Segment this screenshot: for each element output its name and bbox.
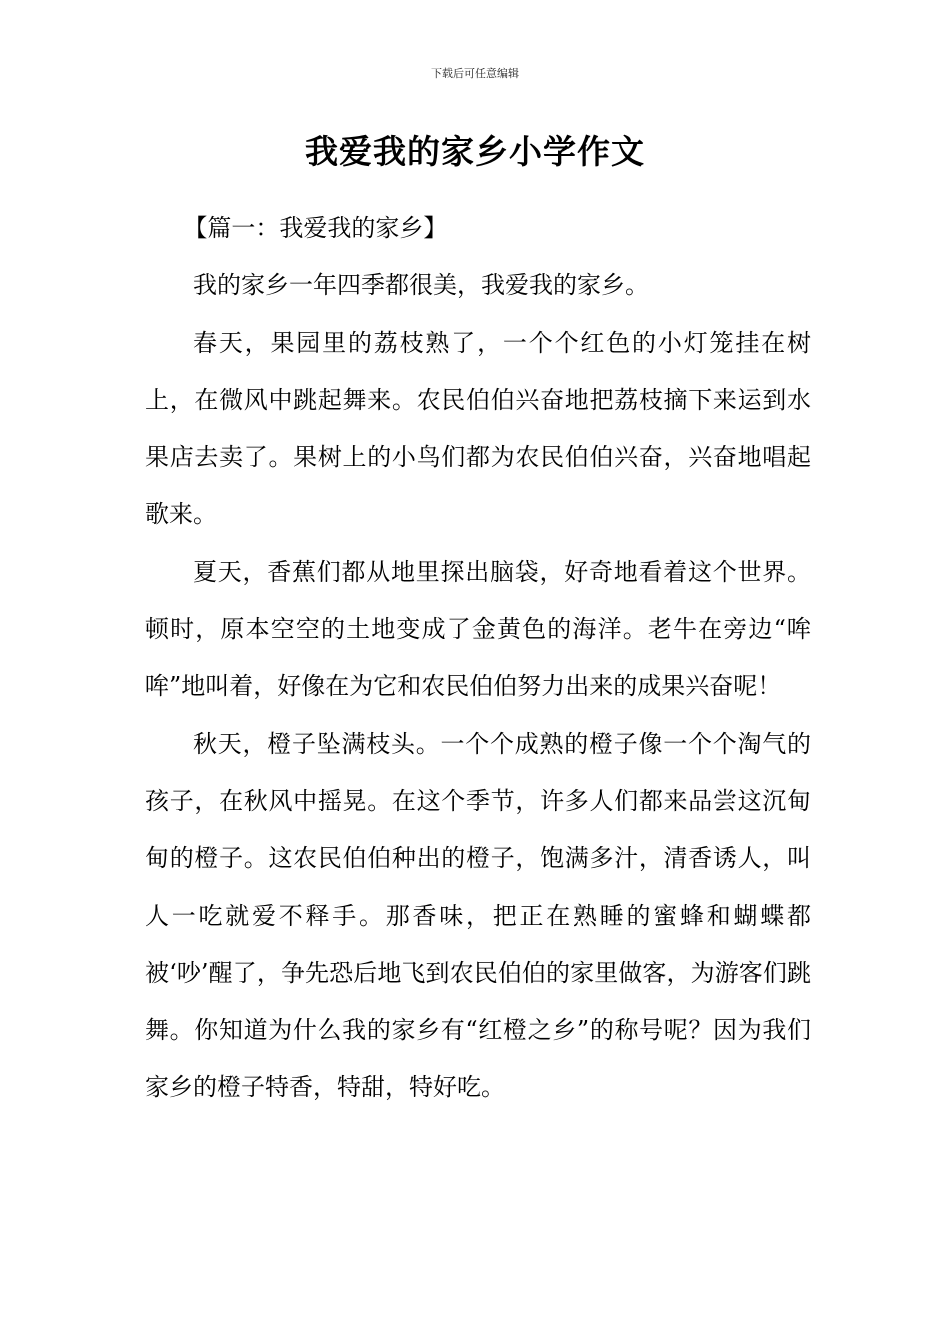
paragraph-summer: 夏天，香蕉们都从地里探出脑袋，好奇地看着这个世界。顿时，原本空空的土地变成了金黄色的海洋。老牛在旁边“哞哞”地叫着，好像在为它和农民伯伯努力出来的成果兴奋呢！ bbox=[145, 557, 811, 701]
section-heading: 【篇一：我爱我的家乡】 bbox=[183, 214, 448, 242]
paragraph-intro: 我的家乡一年四季都很美，我爱我的家乡。 bbox=[193, 271, 649, 300]
paragraph-spring: 春天，果园里的荔枝熟了，一个个红色的小灯笼挂在树上，在微风中跳起舞来。农民伯伯兴奋地把荔枝摘下来运到水果店去卖了。果树上的小鸟们都为农民伯伯兴奋，兴奋地唱起歌来。 bbox=[145, 328, 811, 529]
document-body bbox=[145, 200, 811, 1117]
header-note: 下载后可任意编辑 bbox=[431, 67, 519, 80]
paragraph-autumn: 秋天，橙子坠满枝头。一个个成熟的橙子像一个个淘气的孩子，在秋风中摇晃。在这个季节，许多人们都来品尝这沉甸甸的橙子。这农民伯伯种出的橙子，饱满多汁，清香诱人，叫人一吃就爱不释手。那香味，把正在熟睡的蜜蜂和蝴蝶都被‘吵’醒了，争先恐后地飞到农民伯伯的家里做客，为游客们跳舞。你知道为什么我的家乡有“红橙之乡”的称号呢？因为我们家乡的橙子特香，特甜，特好吃。 bbox=[145, 729, 811, 1102]
page-title: 我爱我的家乡小学作文 bbox=[305, 132, 645, 171]
